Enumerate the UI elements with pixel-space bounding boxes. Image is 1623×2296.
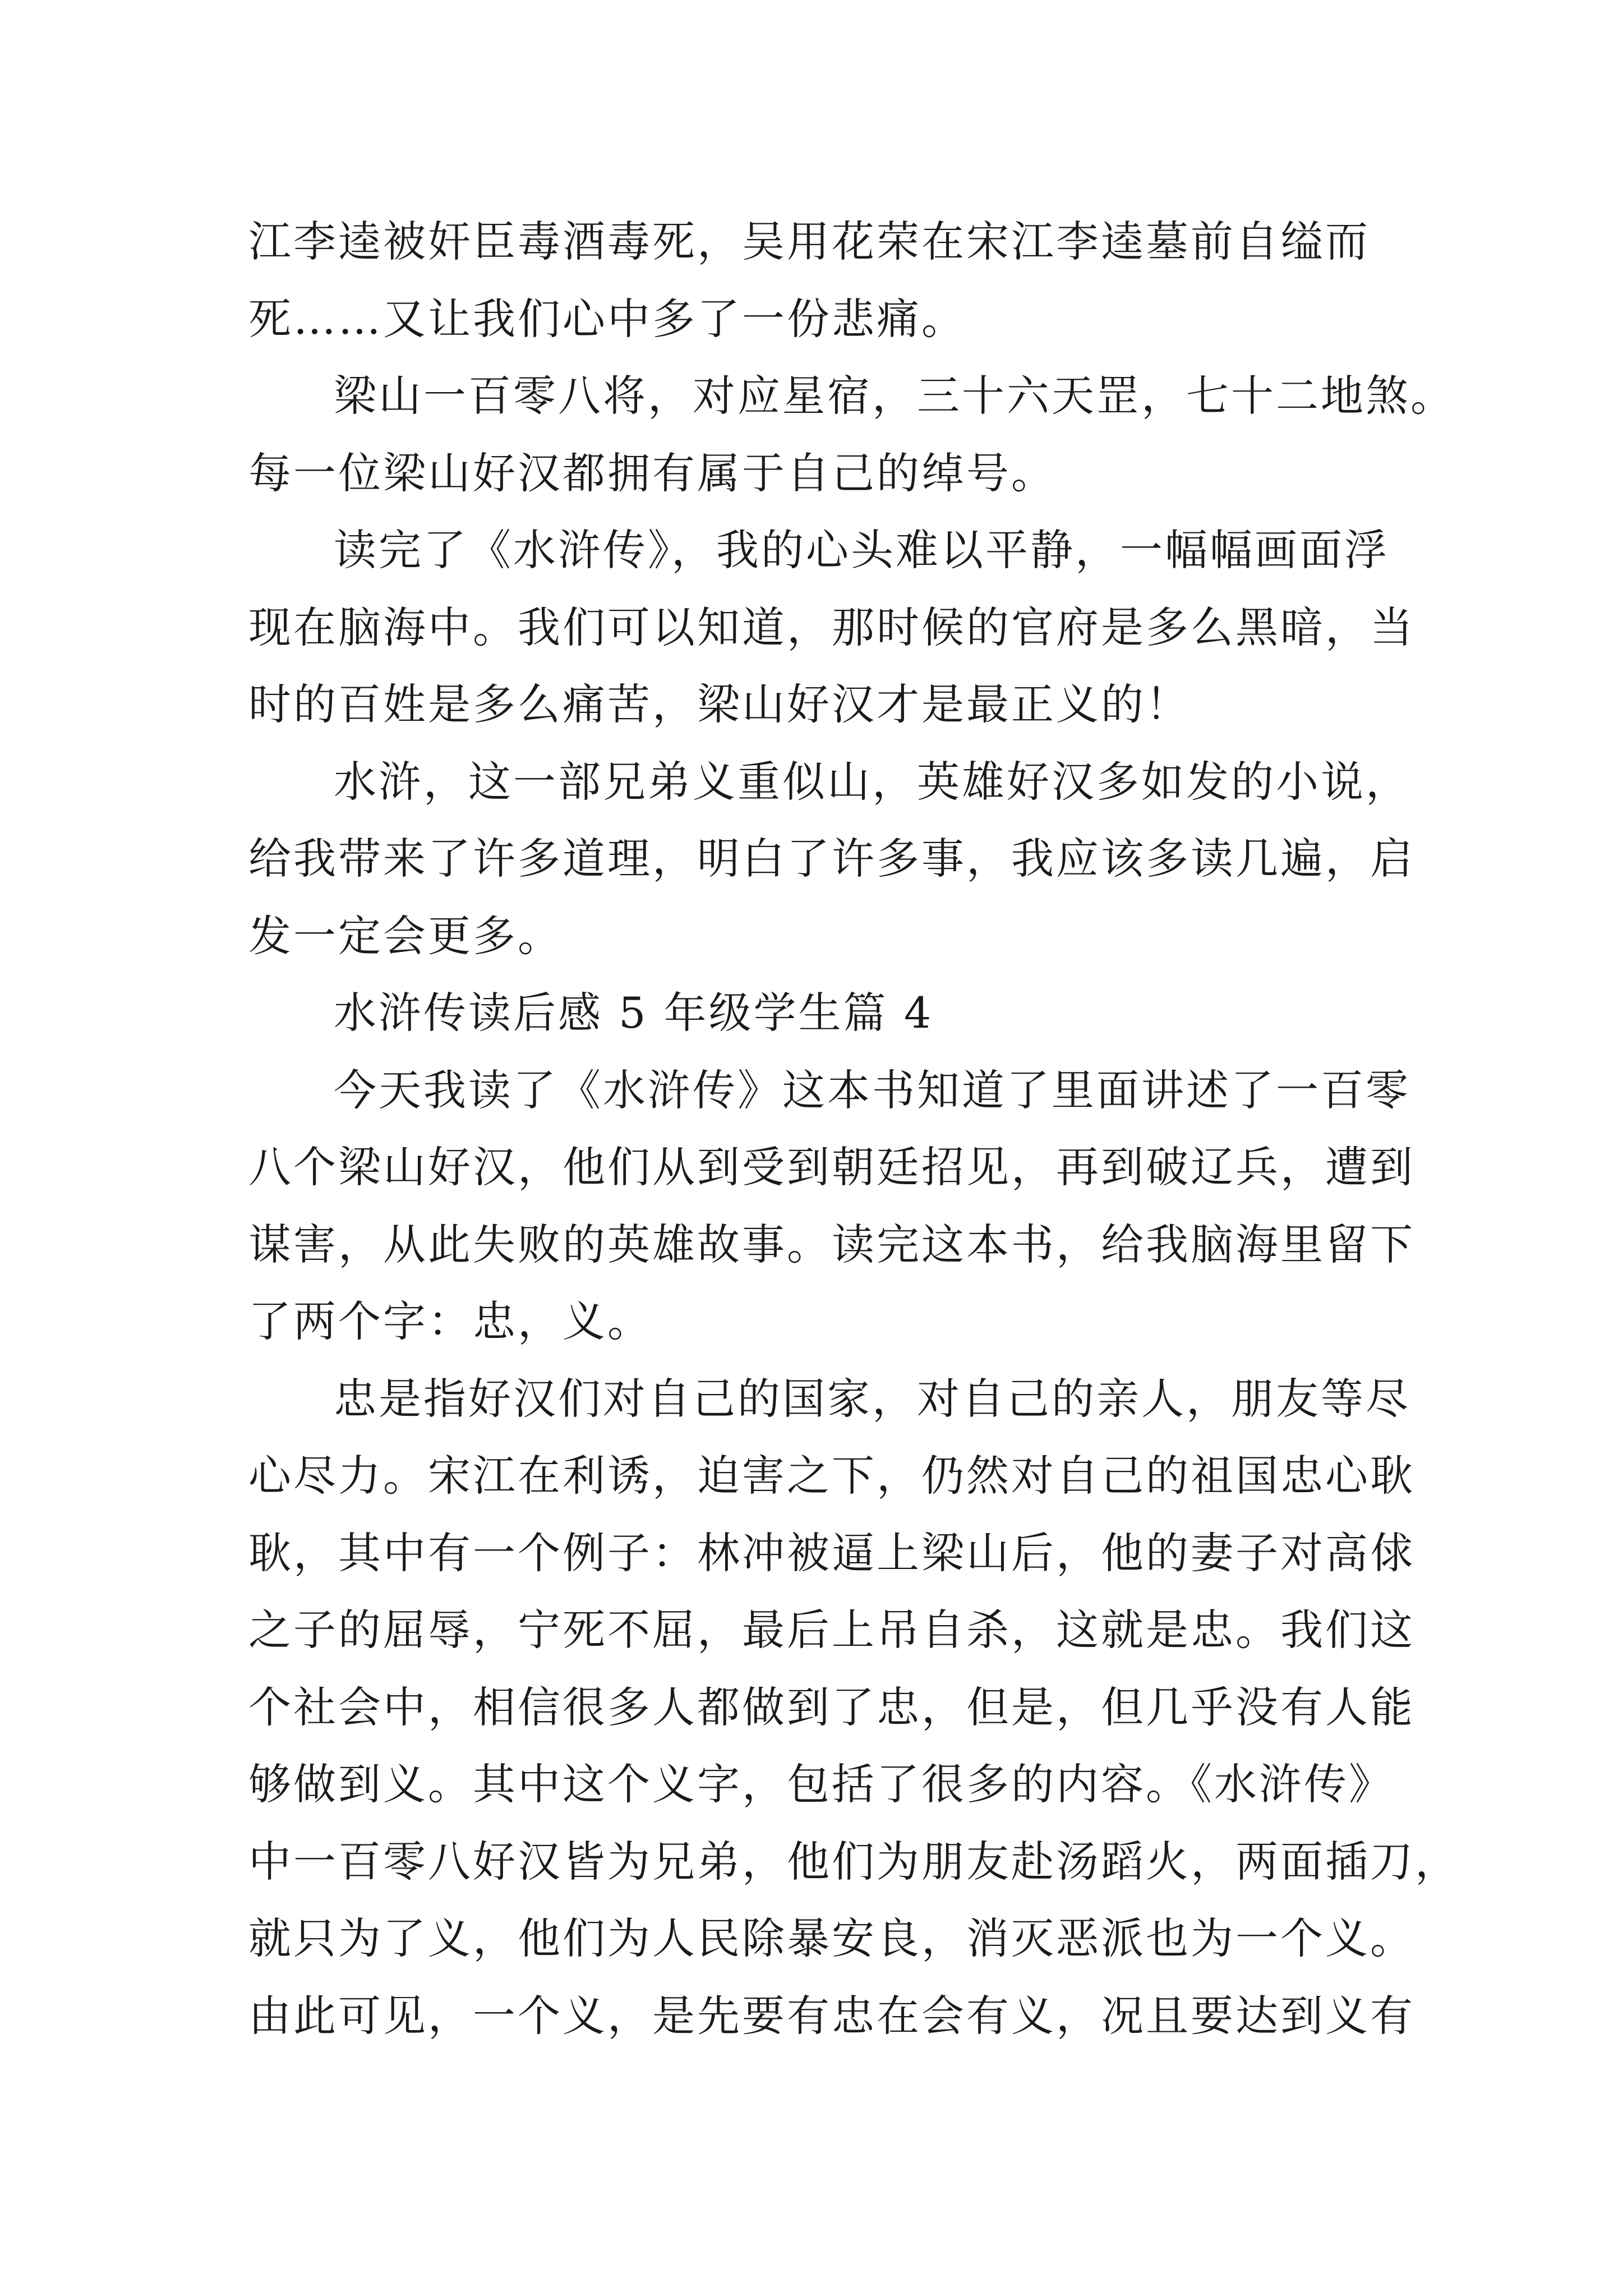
text-line: 梁山一百零八将，对应星宿，三十六天罡，七十二地煞。: [334, 371, 1455, 421]
text-line: 够做到义。其中这个义字，包括了很多的内容。《水浒传》: [248, 1759, 1394, 1809]
text-line: 水浒，这一部兄弟义重似山，英雄好汉多如发的小说，: [334, 756, 1410, 807]
section-heading: 水浒传读后感 5 年级学生篇 4: [334, 988, 934, 1038]
text-line: 死……又让我们心中多了一份悲痛。: [248, 293, 966, 344]
text-line: 耿，其中有一个例子：林冲被逼上梁山后，他的妻子对高俅: [248, 1527, 1415, 1578]
body-text: [248, 203, 1460, 2054]
text-line: 就只为了义，他们为人民除暴安良，消灭恶派也为一个义。: [248, 1913, 1415, 1963]
text-line: 中一百零八好汉皆为兄弟，他们为朋友赴汤蹈火，两面插刀，: [248, 1836, 1460, 1887]
text-line: 谋害，从此失败的英雄故事。读完这本书，给我脑海里留下: [248, 1219, 1415, 1269]
text-line: 发一定会更多。: [248, 910, 562, 961]
text-line: 八个梁山好汉，他们从到受到朝廷招见，再到破辽兵，遭到: [248, 1142, 1415, 1192]
text-line: 时的百姓是多么痛苦，梁山好汉才是最正义的！: [248, 679, 1191, 729]
text-line: 了两个字：忠，义。: [248, 1296, 652, 1346]
text-line: 忠是指好汉们对自己的国家，对自己的亲人，朋友等尽: [334, 1373, 1410, 1424]
text-line: 今天我读了《水浒传》这本书知道了里面讲述了一百零: [334, 1065, 1410, 1115]
text-line: 读完了《水浒传》，我的心头难以平静，一幅幅画面浮: [334, 525, 1389, 575]
text-line: 给我带来了许多道理，明白了许多事，我应该多读几遍，启: [248, 834, 1415, 884]
text-line: 之子的屈辱，宁死不屈，最后上吊自杀，这就是忠。我们这: [248, 1605, 1415, 1655]
text-line: 个社会中，相信很多人都做到了忠，但是，但几乎没有人能: [248, 1682, 1415, 1732]
text-line: 现在脑海中。我们可以知道，那时候的官府是多么黑暗，当: [248, 602, 1415, 652]
text-line: 每一位梁山好汉都拥有属于自己的绰号。: [248, 448, 1056, 498]
text-line: 心尽力。宋江在利诱，迫害之下，仍然对自己的祖国忠心耿: [248, 1451, 1415, 1501]
text-line: 由此可见，一个义，是先要有忠在会有义，况且要达到义有: [248, 1990, 1415, 2041]
text-line: 江李逵被奸臣毒酒毒死，吴用花荣在宋江李逵墓前自缢而: [248, 217, 1370, 266]
